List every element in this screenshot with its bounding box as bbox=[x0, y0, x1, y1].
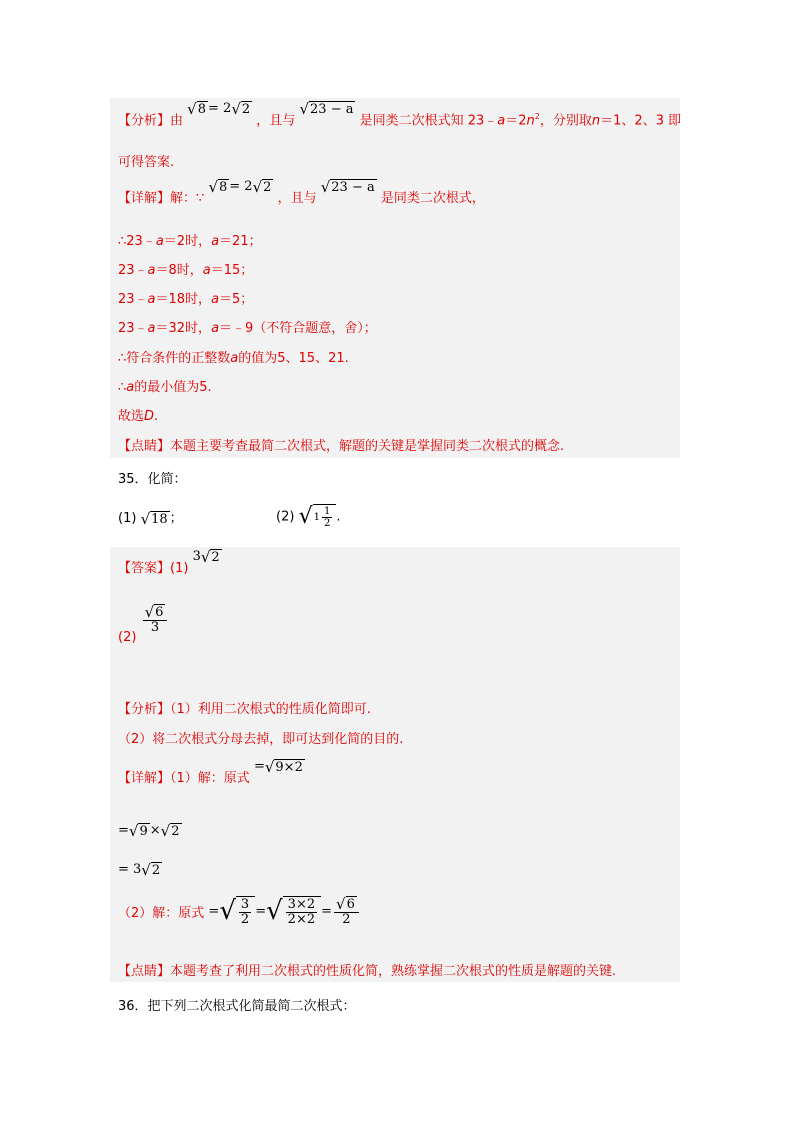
case-line-3: 23﹣a＝18时，a＝5； bbox=[118, 292, 254, 307]
comment-tag: 【点睛】 bbox=[118, 439, 171, 454]
question-36-title: 36．把下列二次根式化简最简二次根式： bbox=[118, 999, 356, 1014]
analysis-tag: 【分析】 bbox=[118, 702, 171, 717]
analysis-tag: 【分析】 bbox=[118, 113, 171, 129]
sqrt8-expression: √ 8 = 2 √ 2 bbox=[187, 99, 251, 118]
detail-tag: 【详解】 bbox=[118, 191, 171, 206]
conclusion-line-1: ∴符合条件的正整数a的值为5、15、21. bbox=[118, 351, 349, 366]
analysis-line-34b: 可得答案. bbox=[118, 155, 175, 170]
answer-line-2: (2) √ 6 3 bbox=[118, 604, 169, 635]
answer-tag: 【答案】 bbox=[118, 561, 171, 576]
detail-line-35-4: （2）解：原式 = √ $\frac{3}{2}$ = √ $\frac{3\times 2}{2\times 2}$ = √ 6 2 bbox=[118, 896, 361, 927]
detail-line-35-2: = √ 9 × √ 2 bbox=[118, 821, 180, 840]
case-line-2: 23﹣a＝8时，a＝15； bbox=[118, 263, 254, 278]
question-35-part1: (1) √ 18 ； bbox=[118, 509, 183, 528]
sqrt23-a-expression: √ 23 − a bbox=[299, 99, 354, 118]
conclusion-line-2: ∴a的最小值为5. bbox=[118, 380, 212, 395]
detail-line-35-3: = 3 √ 2 bbox=[118, 860, 161, 879]
comment-tag: 【点睛】 bbox=[118, 964, 171, 979]
analysis-line-35b: （2）将二次根式分母去掉，即可达到化简的目的. bbox=[118, 732, 404, 747]
comment-line-35: 【点睛】本题考查了利用二次根式的性质化简，熟练掌握二次根式的性质是解题的关键. bbox=[118, 964, 617, 979]
detail-line-34: 【详解】解：∵ √ 8 = 2 √ 2 ，且与 √ 23 − a 是同类二次根式， bbox=[118, 177, 485, 206]
question-35-part2: (2) √ 1 $\frac{1}{2}$ . bbox=[276, 504, 341, 529]
detail-line-35-1: 【详解】（1）解：原式 = √ 9×2 bbox=[118, 757, 303, 786]
analysis-line-35a: 【分析】（1）利用二次根式的性质化简即可. bbox=[118, 702, 371, 717]
case-line-1: ∴23﹣a＝2时，a＝21； bbox=[118, 234, 262, 249]
answer-line-1: 【答案】(1) 3 √ 2 bbox=[118, 547, 220, 576]
comment-line-34: 【点睛】本题主要考查最简二次根式，解题的关键是掌握同类二次根式的概念. bbox=[118, 439, 565, 454]
case-line-4: 23﹣a＝32时，a＝﹣9（不符合题意，舍）； bbox=[118, 321, 377, 336]
question-35-title: 35．化简： bbox=[118, 472, 187, 487]
detail-tag: 【详解】 bbox=[118, 771, 171, 786]
analysis-line-34a: 【分析】由 √ 8 = 2 √ 2 ，且与 √ 23 − a 是同类二次根式知 $23﹣a=2n^2$，分别取n＝1、2、3 即 bbox=[118, 99, 682, 129]
choice-line: 故选D. bbox=[118, 409, 159, 424]
